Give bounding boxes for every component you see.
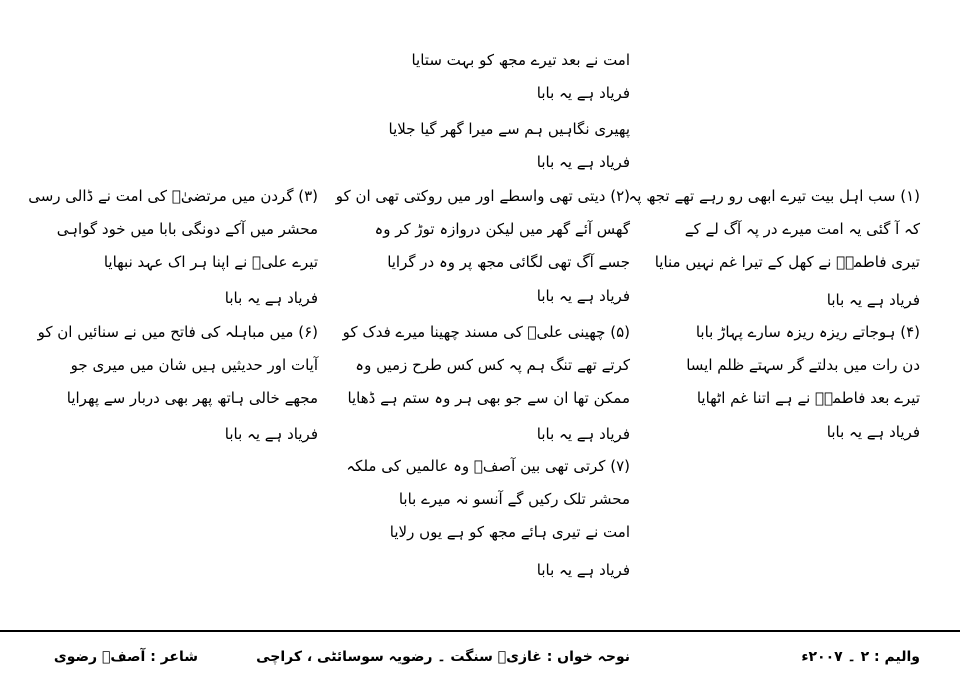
verse-line: آیات اور حدیثیں ہیں شان میں میری جو — [70, 356, 318, 374]
verse-line: (۶) میں مباہلہ کی فاتح میں نے سنائیں ان کو — [37, 323, 318, 341]
refrain-line: فریاد ہے یہ بابا — [536, 561, 630, 579]
verse-line: امت نے تیری ہائے مجھ کو ہے یوں رلایا — [389, 523, 630, 541]
reciter-label: نوحہ خواں : غازیؑ سنگت ۔ رضویہ سوسائٹی ، کراچی — [256, 649, 630, 665]
verse-line: گھس آئے گھر میں لیکن دروازہ توڑ کر وہ — [374, 220, 630, 238]
refrain-line: فریاد ہے یہ بابا — [826, 291, 920, 309]
intro-line: پھیری نگاہیں ہم سے میرا گھر گیا جلایا — [388, 120, 630, 138]
refrain-line: فریاد ہے یہ بابا — [536, 425, 630, 443]
poet-label: شاعر : آصفؔ رضوی — [53, 649, 198, 665]
verse-line: محشر میں آکے دونگی بابا میں خود گواہی — [56, 220, 318, 238]
verse-line: تیرے بعد فاطمہؑ نے ہے اتنا غم اٹھایا — [696, 389, 920, 407]
refrain-line: فریاد ہے یہ بابا — [224, 289, 318, 307]
verse-line: محشر تلک رکیں گے آنسو نہ میرے بابا — [398, 490, 630, 508]
verse-line: (۳) گردن میں مرتضیٰؑ کی امت نے ڈالی رسی — [28, 187, 318, 205]
refrain-line: فریاد ہے یہ بابا — [536, 287, 630, 305]
verse-line: (۵) چھینی علیؑ کی مسند چھینا میرے فدک کو — [342, 323, 630, 341]
intro-refrain: فریاد ہے یہ بابا — [536, 153, 630, 171]
verse-line: (۱) سب اہل بیت تیرے ابھی رو رہے تھے تجھ پہ — [628, 187, 920, 205]
refrain-line: فریاد ہے یہ بابا — [826, 423, 920, 441]
verse-line: تیرے علیؑ نے اپنا ہر اک عہد نبھایا — [103, 253, 318, 271]
verse-line: ممکن تھا ان سے جو بھی ہر وہ ستم ہے ڈھایا — [347, 389, 630, 407]
verse-line: جسے آگ تھی لگائی مجھ پر وہ در گرایا — [387, 253, 630, 271]
refrain-line: فریاد ہے یہ بابا — [224, 425, 318, 443]
verse-line: (۲) دیتی تھی واسطے اور میں روکتی تھی ان کو — [335, 187, 630, 205]
intro-line: امت نے بعد تیرے مجھ کو بہت ستایا — [411, 51, 630, 69]
verse-line: (۷) کرتی تھی بین آصفؔ وہ عالمیں کی ملکہ — [346, 457, 630, 475]
verse-line: مجھے خالی ہاتھ پھر بھی دربار سے پھرایا — [66, 389, 318, 407]
intro-refrain: فریاد ہے یہ بابا — [536, 84, 630, 102]
verse-line: تیری فاطمہؑ نے کھل کے تیرا غم نہیں منایا — [654, 253, 920, 271]
verse-line: دن رات میں بدلتے گر سہتے ظلم ایسا — [686, 356, 920, 374]
volume-label: والیم : ۲ ۔ ۲۰۰۷ء — [801, 649, 920, 665]
footer-divider — [0, 630, 960, 632]
verse-line: کرتے تھے تنگ ہم پہ کس کس طرح زمیں وہ — [355, 356, 630, 374]
verse-line: (۴) ہوجاتے ریزہ ریزہ سارے پہاڑ بابا — [695, 323, 920, 341]
verse-line: کہ آ گئی یہ امت میرے در پہ آگ لے کے — [684, 220, 920, 238]
